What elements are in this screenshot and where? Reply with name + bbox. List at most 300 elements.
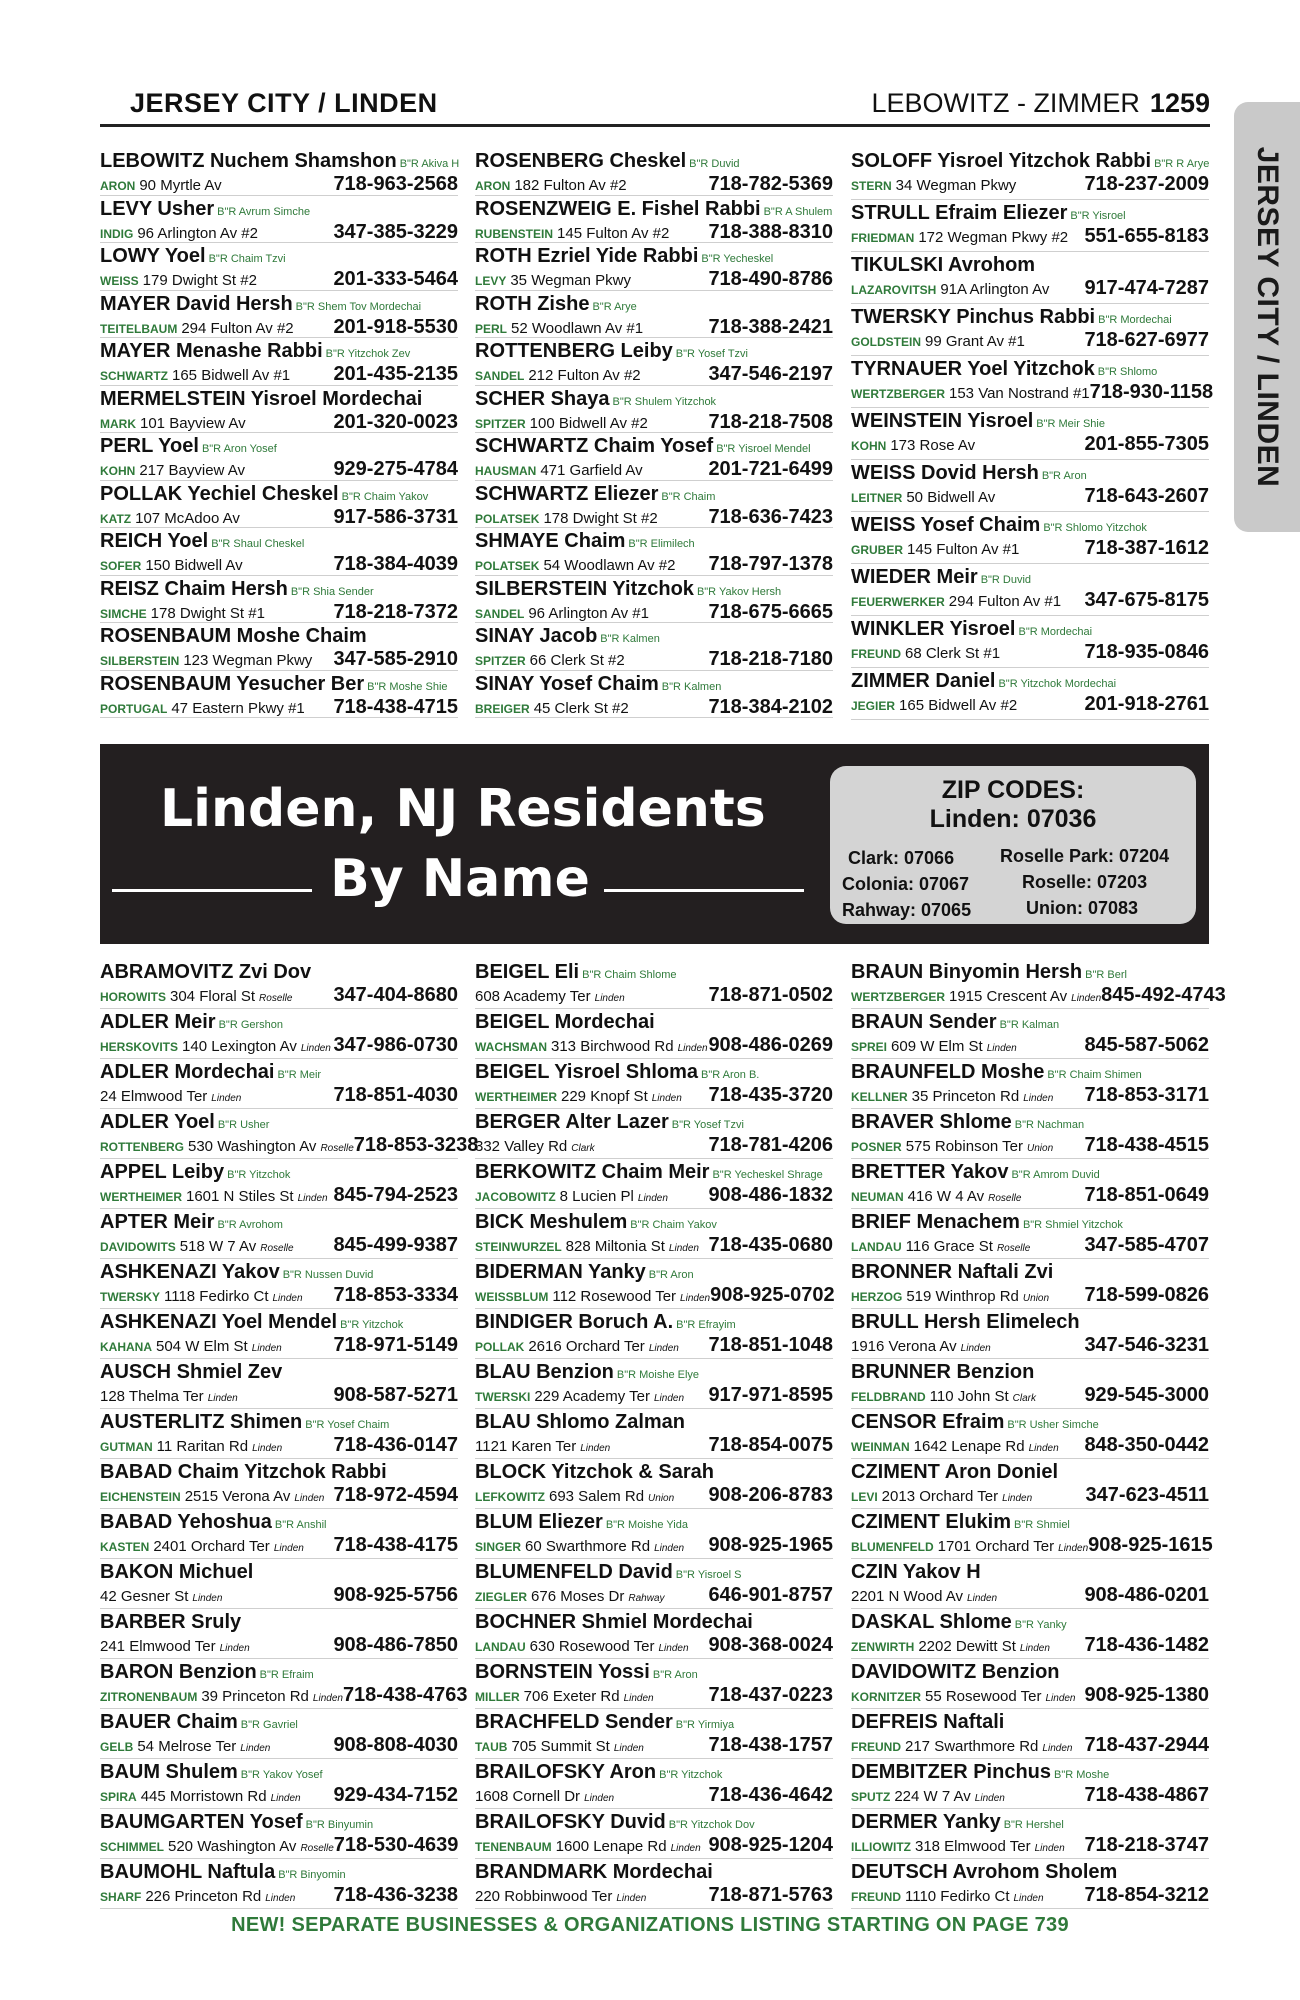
street-address: 304 Floral St (170, 988, 256, 1005)
banner-rule-right (604, 889, 804, 892)
phone-number: 718-237-2009 (1084, 173, 1209, 195)
entry-name-line (475, 1411, 833, 1434)
maiden-surname: EICHENSTEIN (100, 1490, 181, 1504)
entry-address-line (475, 553, 833, 575)
entry-address-line (475, 316, 833, 338)
maiden-surname: TWERSKI (475, 1390, 531, 1404)
address-block (100, 1786, 301, 1810)
listing-entry (851, 668, 1209, 720)
father-name: B"R Anshil (274, 1519, 327, 1531)
town-name: Linden (1013, 1893, 1044, 1904)
father-name: B"R Amrom Duvid (1011, 1169, 1100, 1181)
resident-name: BARBER Sruly (100, 1611, 242, 1633)
listing-entry (475, 1209, 833, 1259)
street-address: 608 Academy Ter (475, 988, 591, 1005)
resident-name: BICK Meshulem (475, 1211, 628, 1233)
phone-number: 718-675-6665 (708, 600, 833, 623)
entry-name-line (100, 1811, 458, 1834)
address-block (100, 270, 257, 292)
father-name: B"R Mordechai (1018, 626, 1093, 638)
street-address: 294 Fulton Av #2 (181, 319, 294, 337)
entry-address-line (100, 1434, 458, 1456)
address-block (100, 1436, 282, 1460)
maiden-surname: NEUMAN (851, 1190, 904, 1204)
resident-name: BAUM Shulem (100, 1761, 238, 1783)
entry-address-line (100, 1584, 458, 1606)
street-address: 91A Arlington Av (940, 281, 1050, 298)
phone-number: 718-972-4594 (333, 1484, 458, 1506)
entry-name-line (851, 1411, 1209, 1434)
father-name: B"R Mordechai (1098, 314, 1172, 326)
listing-entry (851, 1859, 1209, 1909)
listing-entry (851, 148, 1209, 200)
maiden-surname: KAHANA (100, 1340, 152, 1354)
entry-name-line (851, 1761, 1209, 1784)
address-block (851, 643, 1000, 665)
entry-address-line (851, 173, 1209, 195)
listing-entry (475, 338, 833, 386)
maiden-surname: GUTMAN (100, 1440, 153, 1454)
street-address: 575 Robinson Ter (905, 1138, 1023, 1155)
street-address: 332 Valley Rd (475, 1138, 568, 1155)
street-address: 140 Lexington Av (182, 1038, 297, 1055)
resident-name: SCHER Shaya (475, 387, 610, 410)
resident-name: BRIEF Menachem (851, 1211, 1020, 1233)
resident-name: BRONNER Naftali Zvi (851, 1261, 1054, 1283)
address-block (475, 175, 627, 197)
phone-number: 347-546-3231 (1084, 1334, 1209, 1356)
resident-name: CZIMENT Elukim (851, 1511, 1012, 1533)
resident-name: BRETTER Yakov (851, 1161, 1009, 1183)
resident-name: BEIGEL Eli (475, 961, 580, 983)
zip-rahway: Rahway: 07065 (842, 900, 972, 920)
address-block (475, 1586, 665, 1610)
entry-name-line (851, 1061, 1209, 1084)
father-name: B"R Yanky (1014, 1619, 1067, 1631)
street-address: 217 Swarthmore Rd (905, 1738, 1039, 1755)
address-block (100, 650, 312, 672)
address-block (851, 1336, 991, 1360)
phone-number: 718-218-7372 (333, 600, 458, 623)
father-name: B"R Shem Tov Mordechai (295, 300, 422, 313)
town-name: Linden (1023, 1093, 1054, 1104)
entry-address-line (851, 984, 1226, 1006)
phone-number: 201-333-5464 (333, 268, 458, 290)
listing-entry (100, 196, 458, 244)
town-name: Linden (580, 1443, 611, 1454)
address-block (100, 1286, 303, 1310)
street-address: 1121 Karen Ter (475, 1438, 577, 1455)
phone-number: 718-851-0649 (1084, 1184, 1209, 1206)
address-block (100, 1736, 270, 1760)
entry-name-line (100, 1861, 458, 1884)
street-address: 217 Bayview Av (139, 462, 245, 479)
resident-name: WEINSTEIN Yisroel (851, 410, 1034, 432)
maiden-surname: LANDAU (851, 1240, 902, 1254)
entry-name-line (475, 1011, 833, 1034)
address-block (851, 1386, 1036, 1410)
listing-entry (851, 512, 1209, 564)
father-name: B"R Chaim Shimen (1047, 1069, 1142, 1081)
listing-entry (851, 1559, 1209, 1609)
listing-entry (851, 1509, 1213, 1559)
side-tab-label: JERSEY CITY / LINDEN (1251, 146, 1284, 488)
address-block (475, 1786, 614, 1810)
street-address: 165 Bidwell Av #2 (899, 697, 1018, 714)
street-address: 294 Fulton Av #1 (948, 593, 1062, 610)
street-address: 128 Thelma Ter (100, 1388, 204, 1405)
top-listing-column-3 (851, 148, 1214, 720)
phone-number: 718-387-1612 (1084, 537, 1209, 559)
resident-name: BABAD Yehoshua (100, 1511, 272, 1533)
listing-entry (475, 1709, 833, 1759)
resident-name: REISZ Chaim Hersh (100, 577, 288, 600)
entry-address-line (100, 1084, 458, 1106)
entry-name-line (100, 578, 458, 601)
entry-name-line (100, 1261, 458, 1284)
entry-name-line (100, 245, 458, 268)
street-address: 519 Winthrop Rd (906, 1288, 1019, 1305)
maiden-surname: KOHN (851, 439, 887, 453)
entry-name-line (100, 1461, 458, 1484)
phone-number: 845-587-5062 (1084, 1034, 1209, 1056)
address-block (475, 1136, 595, 1160)
listing-entry (475, 1809, 833, 1859)
address-block (475, 1186, 668, 1210)
father-name: B"R Gavriel (240, 1719, 298, 1731)
phone-number: 718-851-4030 (333, 1084, 458, 1106)
listing-entry (100, 1259, 458, 1309)
resident-name: BRAUN Sender (851, 1011, 997, 1033)
entry-name-line (475, 673, 833, 696)
street-address: 100 Bidwell Av #2 (529, 414, 648, 432)
father-name: B"R Duvid (980, 574, 1032, 586)
resident-name: SILBERSTEIN Yitzchok (475, 577, 694, 600)
entry-address-line (475, 984, 833, 1006)
resident-name: ASHKENAZI Yoel Mendel (100, 1311, 338, 1333)
maiden-surname: BREIGER (475, 701, 530, 716)
phone-number: 908-206-8783 (708, 1484, 833, 1506)
phone-number: 718-627-6977 (1084, 329, 1209, 351)
entry-name-line (100, 1061, 458, 1084)
phone-number: 908-925-0702 (710, 1284, 835, 1306)
town-name: Clark (571, 1143, 595, 1154)
street-address: 101 Bayview Av (140, 414, 246, 432)
entry-address-line (475, 601, 833, 623)
entry-name-line (100, 1111, 458, 1134)
town-name: Rahway (628, 1593, 665, 1604)
address-block (100, 698, 305, 720)
resident-name: BARON Benzion (100, 1661, 257, 1683)
entry-name-line (100, 435, 458, 458)
town-name: Linden (680, 1293, 711, 1304)
street-address: 224 W 7 Av (894, 1788, 971, 1805)
address-block (475, 318, 643, 340)
maiden-surname: LAZAROVITSH (851, 283, 937, 297)
entry-name-line (100, 1011, 458, 1034)
address-block (100, 318, 294, 340)
town-name: Linden (1042, 1743, 1073, 1754)
street-address: 241 Elmwood Ter (100, 1638, 216, 1655)
phone-number: 347-385-3229 (333, 220, 458, 243)
entry-address-line (100, 553, 458, 575)
maiden-surname: HERSKOVITS (100, 1040, 179, 1054)
resident-name: ROTTENBERG Leiby (475, 340, 673, 362)
maiden-surname: WACHSMAN (475, 1040, 547, 1054)
listing-entry (475, 1659, 833, 1709)
listing-entry (100, 1659, 468, 1709)
street-address: 55 Rosewood Ter (925, 1688, 1042, 1705)
entry-address-line (475, 1634, 833, 1656)
address-block (100, 603, 265, 625)
header-range (871, 88, 1210, 119)
entry-address-line (851, 225, 1209, 247)
address-block (100, 1336, 282, 1360)
entry-name-line (851, 514, 1209, 537)
father-name: B"R Kalman (999, 1019, 1060, 1031)
resident-name: ROTH Ezriel Yide Rabbi (475, 245, 699, 267)
town-name: Linden (294, 1493, 325, 1504)
resident-name: STRULL Efraim Eliezer (851, 202, 1068, 224)
listing-entry (100, 338, 458, 386)
phone-number: 908-925-1204 (708, 1834, 833, 1856)
entry-address-line (851, 1784, 1209, 1806)
town-name: Linden (297, 1193, 328, 1204)
listing-entry (100, 671, 458, 719)
resident-name: ASHKENAZI Yakov (100, 1261, 280, 1283)
listing-entry (475, 148, 833, 196)
listing-entry (475, 196, 833, 244)
listing-entry (851, 1309, 1209, 1359)
entry-name-line (475, 1861, 833, 1884)
father-name: B"R Aron (1041, 470, 1087, 482)
maiden-surname: BLUMENFELD (851, 1540, 934, 1554)
resident-name: BLUM Eliezer (475, 1511, 603, 1533)
town-name: Linden (1034, 1843, 1065, 1854)
maiden-surname: GRUBER (851, 543, 904, 557)
entry-address-line (475, 1184, 833, 1206)
town-name: Union (1027, 1143, 1054, 1154)
address-block (851, 1236, 1030, 1260)
entry-address-line (475, 1034, 833, 1056)
town-name: Linden (677, 1043, 708, 1054)
street-address: 54 Woodlawn Av #2 (543, 557, 676, 574)
listing-entry (475, 1159, 833, 1209)
resident-name: DEFREIS Naftali (851, 1711, 1005, 1733)
address-block (851, 279, 1049, 301)
resident-name: DEMBITZER Pinchus (851, 1761, 1052, 1783)
phone-number: 908-925-1380 (1084, 1684, 1209, 1706)
maiden-surname: JEGIER (851, 699, 896, 713)
address-block (475, 223, 669, 245)
phone-number: 718-438-4867 (1084, 1784, 1209, 1806)
entry-address-line (475, 1884, 833, 1906)
street-address: 35 Wegman Pkwy (510, 272, 631, 289)
address-block (475, 1636, 689, 1660)
phone-number: 718-636-7423 (708, 505, 833, 528)
town-name: Linden (1019, 1643, 1050, 1654)
listing-entry (851, 1609, 1209, 1659)
phone-number: 718-935-0846 (1084, 641, 1209, 663)
address-block (475, 1686, 654, 1710)
listing-entry (100, 1409, 458, 1459)
listing-entry (100, 1559, 458, 1609)
listing-entry (100, 528, 458, 576)
phone-number: 718-782-5369 (708, 173, 833, 195)
resident-name: ABRAMOVITZ Zvi Dov (100, 961, 312, 983)
address-block (100, 175, 222, 197)
address-block (851, 1486, 1032, 1510)
town-name: Linden (272, 1293, 303, 1304)
resident-name: WINKLER Yisroel (851, 618, 1016, 640)
address-block (851, 435, 975, 457)
phone-number: 347-546-2197 (708, 363, 833, 385)
father-name: B"R Yisroel (1070, 210, 1126, 222)
street-address: 66 Clerk St #2 (529, 652, 625, 669)
listing-entry (851, 460, 1209, 512)
father-name: B"R Yitzchok Zev (325, 348, 411, 360)
entry-address-line (100, 1034, 458, 1056)
entry-address-line (475, 1084, 833, 1106)
entry-name-line (851, 618, 1209, 641)
listing-entry (851, 1109, 1209, 1159)
entry-name-line (475, 293, 833, 316)
resident-name: ZIMMER Daniel (851, 670, 996, 692)
entry-name-line (100, 1311, 458, 1334)
town-name: Linden (1045, 1693, 1076, 1704)
phone-number: 929-275-4784 (333, 458, 458, 480)
resident-name: LEBOWITZ Nuchem Shamshon (100, 150, 397, 172)
maiden-surname: PORTUGAL (100, 701, 168, 716)
street-address: 1915 Crescent Av (949, 988, 1068, 1005)
address-block (100, 223, 258, 245)
phone-number: 718-218-3747 (1084, 1834, 1209, 1856)
maiden-surname: GOLDSTEIN (851, 335, 922, 349)
resident-name: AUSCH Shmiel Zev (100, 1361, 283, 1383)
entry-name-line (475, 1361, 833, 1384)
entry-address-line (475, 1834, 833, 1856)
entry-address-line (100, 411, 458, 433)
phone-number: 201-918-2761 (1084, 693, 1209, 715)
town-name: Linden (616, 1893, 647, 1904)
listing-entry (851, 1009, 1209, 1059)
entry-name-line (100, 530, 458, 553)
listing-entry (851, 1259, 1209, 1309)
address-block (475, 1286, 710, 1310)
listing-entry (851, 252, 1209, 304)
address-block (475, 555, 676, 577)
entry-address-line (475, 1434, 833, 1456)
father-name: B"R Moishe Elye (616, 1369, 700, 1381)
street-address: 226 Princeton Rd (145, 1888, 262, 1905)
street-address: 2401 Orchard Ter (153, 1538, 270, 1555)
maiden-surname: SPIRA (100, 1790, 137, 1804)
street-address: 178 Dwight St #1 (150, 604, 265, 622)
town-name: Linden (1058, 1543, 1089, 1554)
phone-number: 718-643-2607 (1084, 485, 1209, 507)
phone-number: 347-986-0730 (333, 1034, 458, 1056)
entry-name-line (475, 1161, 833, 1184)
page-number: 1259 (1149, 88, 1210, 118)
street-address: 220 Robbinwood Ter (475, 1888, 613, 1905)
street-address: 229 Academy Ter (534, 1388, 650, 1405)
listing-entry (100, 1209, 458, 1259)
address-block (475, 413, 648, 435)
listing-entry (475, 959, 833, 1009)
town-name: Linden (974, 1793, 1005, 1804)
phone-number: 718-436-1482 (1084, 1634, 1209, 1656)
resident-name: BERGER Alter Lazer (475, 1111, 669, 1133)
phone-number: 718-438-4515 (1084, 1134, 1209, 1156)
resident-name: BRAILOFSKY Duvid (475, 1811, 666, 1833)
father-name: B"R Usher Simche (1007, 1419, 1099, 1431)
resident-name: BIDERMAN Yanky (475, 1261, 646, 1283)
street-address: 110 John St (929, 1388, 1009, 1405)
maiden-surname: KASTEN (100, 1540, 150, 1554)
entry-name-line (475, 578, 833, 601)
maiden-surname: ARON (475, 179, 511, 193)
entry-name-line (851, 1161, 1209, 1184)
maiden-surname: POLLAK (475, 1340, 525, 1354)
entry-name-line (475, 1111, 833, 1134)
street-address: 182 Fulton Av #2 (514, 177, 627, 194)
entry-address-line (475, 1384, 833, 1406)
listing-entry (100, 148, 458, 196)
bottom-listing-column-2 (475, 959, 833, 1909)
entry-address-line (851, 1384, 1209, 1406)
maiden-surname: SANDEL (475, 606, 525, 621)
maiden-surname: LEVY (475, 274, 507, 288)
resident-name: BINDIGER Boruch A. (475, 1311, 674, 1333)
resident-name: SINAY Yosef Chaim (475, 672, 659, 695)
phone-number: 718-218-7508 (708, 410, 833, 433)
maiden-surname: SCHWARTZ (100, 369, 168, 383)
maiden-surname: WEISS (100, 274, 139, 288)
address-block (475, 508, 658, 530)
street-address: 530 Washington Av (188, 1138, 317, 1155)
resident-name: SINAY Jacob (475, 625, 598, 647)
address-block (851, 1286, 1049, 1310)
phone-number: 718-436-4642 (708, 1784, 833, 1806)
phone-number: 718-797-1378 (708, 553, 833, 575)
entry-name-line (475, 1311, 833, 1334)
listing-entry (851, 1809, 1209, 1859)
listing-entry (851, 1159, 1209, 1209)
entry-address-line (475, 1134, 833, 1156)
street-address: 107 McAdoo Av (135, 509, 240, 527)
entry-address-line (475, 1584, 833, 1606)
bottom-listing-column-3 (851, 959, 1226, 1909)
address-block (475, 1036, 708, 1060)
phone-number: 908-925-1615 (1088, 1534, 1213, 1556)
maiden-surname: DAVIDOWITS (100, 1240, 176, 1254)
phone-number: 646-901-8757 (708, 1584, 833, 1606)
phone-number: 718-490-8786 (708, 268, 833, 290)
entry-name-line (475, 483, 833, 506)
maiden-surname: POSNER (851, 1140, 902, 1154)
entry-address-line (851, 277, 1209, 299)
entry-address-line (851, 1284, 1209, 1306)
listing-entry (851, 304, 1209, 356)
town-name: Linden (658, 1643, 689, 1654)
side-thumb-tab (1234, 102, 1300, 532)
listing-entry (475, 576, 833, 624)
address-block (851, 1886, 1044, 1910)
address-block (100, 1386, 238, 1410)
entry-name-line (475, 1611, 833, 1634)
street-address: 1642 Lenape Rd (913, 1438, 1025, 1455)
entry-name-line (475, 340, 833, 363)
